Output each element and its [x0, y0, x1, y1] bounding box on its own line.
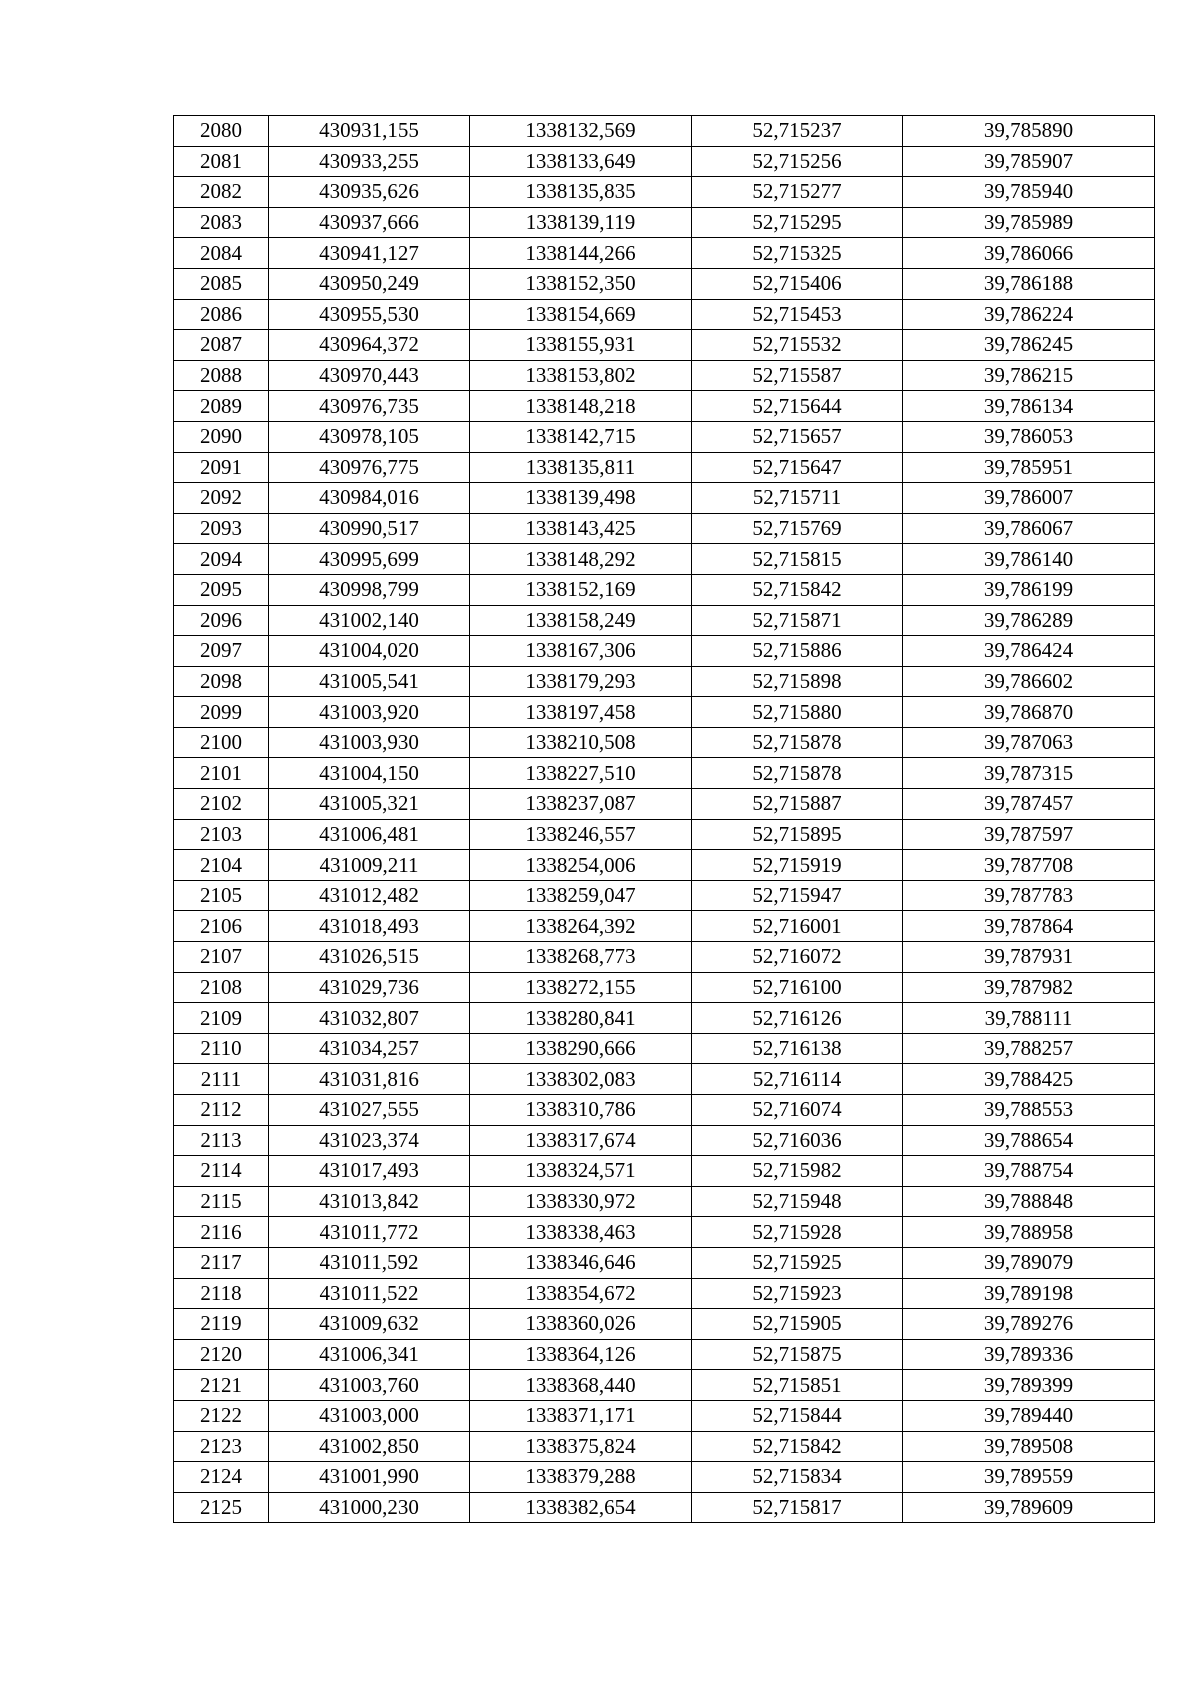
x-coordinate-cell: 431032,807 — [269, 1003, 470, 1034]
x-coordinate-cell: 430978,105 — [269, 421, 470, 452]
point-number-cell: 2081 — [174, 146, 269, 177]
y-coordinate-cell: 1338167,306 — [470, 636, 692, 667]
longitude-cell: 39,788257 — [903, 1033, 1155, 1064]
y-coordinate-cell: 1338143,425 — [470, 513, 692, 544]
latitude-cell: 52,715982 — [692, 1156, 903, 1187]
latitude-cell: 52,716138 — [692, 1033, 903, 1064]
latitude-cell: 52,715277 — [692, 177, 903, 208]
y-coordinate-cell: 1338268,773 — [470, 942, 692, 973]
table-row — [174, 1339, 1155, 1370]
table-row — [174, 942, 1155, 973]
longitude-cell: 39,789336 — [903, 1339, 1155, 1370]
y-coordinate-cell: 1338324,571 — [470, 1156, 692, 1187]
longitude-cell: 39,787783 — [903, 880, 1155, 911]
longitude-cell: 39,786224 — [903, 299, 1155, 330]
x-coordinate-cell: 431012,482 — [269, 880, 470, 911]
x-coordinate-cell: 431003,000 — [269, 1400, 470, 1431]
table-row — [174, 207, 1155, 238]
latitude-cell: 52,715878 — [692, 758, 903, 789]
latitude-cell: 52,716114 — [692, 1064, 903, 1095]
table-row — [174, 789, 1155, 820]
table-row — [174, 911, 1155, 942]
point-number-cell: 2124 — [174, 1462, 269, 1493]
table-row — [174, 483, 1155, 514]
x-coordinate-cell: 430935,626 — [269, 177, 470, 208]
latitude-cell: 52,716126 — [692, 1003, 903, 1034]
point-number-cell: 2093 — [174, 513, 269, 544]
x-coordinate-cell: 431011,592 — [269, 1247, 470, 1278]
x-coordinate-cell: 431002,140 — [269, 605, 470, 636]
x-coordinate-cell: 431006,481 — [269, 819, 470, 850]
y-coordinate-cell: 1338179,293 — [470, 666, 692, 697]
y-coordinate-cell: 1338259,047 — [470, 880, 692, 911]
point-number-cell: 2096 — [174, 605, 269, 636]
latitude-cell: 52,715919 — [692, 850, 903, 881]
y-coordinate-cell: 1338360,026 — [470, 1309, 692, 1340]
x-coordinate-cell: 431026,515 — [269, 942, 470, 973]
y-coordinate-cell: 1338382,654 — [470, 1492, 692, 1523]
point-number-cell: 2119 — [174, 1309, 269, 1340]
longitude-cell: 39,788553 — [903, 1095, 1155, 1126]
longitude-cell: 39,786424 — [903, 636, 1155, 667]
table-row — [174, 1370, 1155, 1401]
table-row — [174, 1309, 1155, 1340]
y-coordinate-cell: 1338139,119 — [470, 207, 692, 238]
x-coordinate-cell: 431000,230 — [269, 1492, 470, 1523]
table-row — [174, 1400, 1155, 1431]
longitude-cell: 39,787597 — [903, 819, 1155, 850]
latitude-cell: 52,715842 — [692, 1431, 903, 1462]
latitude-cell: 52,715925 — [692, 1247, 903, 1278]
longitude-cell: 39,785890 — [903, 116, 1155, 147]
y-coordinate-cell: 1338254,006 — [470, 850, 692, 881]
latitude-cell: 52,715948 — [692, 1186, 903, 1217]
y-coordinate-cell: 1338354,672 — [470, 1278, 692, 1309]
point-number-cell: 2105 — [174, 880, 269, 911]
latitude-cell: 52,715769 — [692, 513, 903, 544]
x-coordinate-cell: 431002,850 — [269, 1431, 470, 1462]
longitude-cell: 39,786870 — [903, 697, 1155, 728]
y-coordinate-cell: 1338153,802 — [470, 360, 692, 391]
longitude-cell: 39,788754 — [903, 1156, 1155, 1187]
longitude-cell: 39,789079 — [903, 1247, 1155, 1278]
latitude-cell: 52,715834 — [692, 1462, 903, 1493]
point-number-cell: 2104 — [174, 850, 269, 881]
x-coordinate-cell: 431005,321 — [269, 789, 470, 820]
point-number-cell: 2088 — [174, 360, 269, 391]
y-coordinate-cell: 1338237,087 — [470, 789, 692, 820]
latitude-cell: 52,715532 — [692, 330, 903, 361]
x-coordinate-cell: 430976,775 — [269, 452, 470, 483]
table-row — [174, 972, 1155, 1003]
table-row — [174, 330, 1155, 361]
table-row — [174, 1095, 1155, 1126]
latitude-cell: 52,715817 — [692, 1492, 903, 1523]
table-row — [174, 605, 1155, 636]
longitude-cell: 39,786602 — [903, 666, 1155, 697]
longitude-cell: 39,787982 — [903, 972, 1155, 1003]
x-coordinate-cell: 430937,666 — [269, 207, 470, 238]
table-row — [174, 574, 1155, 605]
table-row — [174, 758, 1155, 789]
x-coordinate-cell: 431011,772 — [269, 1217, 470, 1248]
y-coordinate-cell: 1338375,824 — [470, 1431, 692, 1462]
point-number-cell: 2087 — [174, 330, 269, 361]
longitude-cell: 39,786215 — [903, 360, 1155, 391]
longitude-cell: 39,789198 — [903, 1278, 1155, 1309]
longitude-cell: 39,786289 — [903, 605, 1155, 636]
latitude-cell: 52,716001 — [692, 911, 903, 942]
latitude-cell: 52,715875 — [692, 1339, 903, 1370]
latitude-cell: 52,715842 — [692, 574, 903, 605]
point-number-cell: 2091 — [174, 452, 269, 483]
longitude-cell: 39,786067 — [903, 513, 1155, 544]
x-coordinate-cell: 430984,016 — [269, 483, 470, 514]
latitude-cell: 52,715844 — [692, 1400, 903, 1431]
x-coordinate-cell: 430995,699 — [269, 544, 470, 575]
longitude-cell: 39,785907 — [903, 146, 1155, 177]
latitude-cell: 52,715895 — [692, 819, 903, 850]
table-row — [174, 360, 1155, 391]
y-coordinate-cell: 1338148,218 — [470, 391, 692, 422]
table-row — [174, 1125, 1155, 1156]
table-row — [174, 268, 1155, 299]
longitude-cell: 39,786199 — [903, 574, 1155, 605]
x-coordinate-cell: 431018,493 — [269, 911, 470, 942]
y-coordinate-cell: 1338310,786 — [470, 1095, 692, 1126]
x-coordinate-cell: 431029,736 — [269, 972, 470, 1003]
longitude-cell: 39,787315 — [903, 758, 1155, 789]
point-number-cell: 2123 — [174, 1431, 269, 1462]
longitude-cell: 39,789508 — [903, 1431, 1155, 1462]
y-coordinate-cell: 1338135,811 — [470, 452, 692, 483]
y-coordinate-cell: 1338379,288 — [470, 1462, 692, 1493]
point-number-cell: 2118 — [174, 1278, 269, 1309]
x-coordinate-cell: 430976,735 — [269, 391, 470, 422]
table-row — [174, 1156, 1155, 1187]
table-row — [174, 819, 1155, 850]
x-coordinate-cell: 431003,920 — [269, 697, 470, 728]
longitude-cell: 39,786245 — [903, 330, 1155, 361]
table-row — [174, 544, 1155, 575]
y-coordinate-cell: 1338154,669 — [470, 299, 692, 330]
y-coordinate-cell: 1338152,169 — [470, 574, 692, 605]
y-coordinate-cell: 1338346,646 — [470, 1247, 692, 1278]
longitude-cell: 39,788654 — [903, 1125, 1155, 1156]
x-coordinate-cell: 431031,816 — [269, 1064, 470, 1095]
table-row — [174, 1003, 1155, 1034]
latitude-cell: 52,716072 — [692, 942, 903, 973]
table-row — [174, 421, 1155, 452]
latitude-cell: 52,716036 — [692, 1125, 903, 1156]
latitude-cell: 52,715928 — [692, 1217, 903, 1248]
longitude-cell: 39,787457 — [903, 789, 1155, 820]
point-number-cell: 2080 — [174, 116, 269, 147]
latitude-cell: 52,715644 — [692, 391, 903, 422]
longitude-cell: 39,786066 — [903, 238, 1155, 269]
longitude-cell: 39,788111 — [903, 1003, 1155, 1034]
y-coordinate-cell: 1338133,649 — [470, 146, 692, 177]
x-coordinate-cell: 430931,155 — [269, 116, 470, 147]
y-coordinate-cell: 1338330,972 — [470, 1186, 692, 1217]
latitude-cell: 52,715325 — [692, 238, 903, 269]
latitude-cell: 52,715587 — [692, 360, 903, 391]
x-coordinate-cell: 431003,930 — [269, 727, 470, 758]
table-row — [174, 1186, 1155, 1217]
latitude-cell: 52,715453 — [692, 299, 903, 330]
y-coordinate-cell: 1338272,155 — [470, 972, 692, 1003]
point-number-cell: 2101 — [174, 758, 269, 789]
point-number-cell: 2090 — [174, 421, 269, 452]
latitude-cell: 52,716100 — [692, 972, 903, 1003]
table-row — [174, 177, 1155, 208]
y-coordinate-cell: 1338227,510 — [470, 758, 692, 789]
x-coordinate-cell: 431005,541 — [269, 666, 470, 697]
y-coordinate-cell: 1338364,126 — [470, 1339, 692, 1370]
point-number-cell: 2102 — [174, 789, 269, 820]
x-coordinate-cell: 431009,211 — [269, 850, 470, 881]
point-number-cell: 2082 — [174, 177, 269, 208]
latitude-cell: 52,716074 — [692, 1095, 903, 1126]
point-number-cell: 2120 — [174, 1339, 269, 1370]
latitude-cell: 52,715711 — [692, 483, 903, 514]
x-coordinate-cell: 430998,799 — [269, 574, 470, 605]
y-coordinate-cell: 1338132,569 — [470, 116, 692, 147]
x-coordinate-cell: 431006,341 — [269, 1339, 470, 1370]
longitude-cell: 39,789440 — [903, 1400, 1155, 1431]
longitude-cell: 39,788425 — [903, 1064, 1155, 1095]
point-number-cell: 2107 — [174, 942, 269, 973]
point-number-cell: 2099 — [174, 697, 269, 728]
point-number-cell: 2110 — [174, 1033, 269, 1064]
longitude-cell: 39,786134 — [903, 391, 1155, 422]
latitude-cell: 52,715657 — [692, 421, 903, 452]
y-coordinate-cell: 1338158,249 — [470, 605, 692, 636]
table-row — [174, 1064, 1155, 1095]
point-number-cell: 2108 — [174, 972, 269, 1003]
point-number-cell: 2095 — [174, 574, 269, 605]
x-coordinate-cell: 431013,842 — [269, 1186, 470, 1217]
table-row — [174, 697, 1155, 728]
latitude-cell: 52,715237 — [692, 116, 903, 147]
longitude-cell: 39,787063 — [903, 727, 1155, 758]
latitude-cell: 52,715905 — [692, 1309, 903, 1340]
y-coordinate-cell: 1338371,171 — [470, 1400, 692, 1431]
x-coordinate-cell: 430933,255 — [269, 146, 470, 177]
x-coordinate-cell: 431004,150 — [269, 758, 470, 789]
latitude-cell: 52,715871 — [692, 605, 903, 636]
y-coordinate-cell: 1338210,508 — [470, 727, 692, 758]
longitude-cell: 39,787708 — [903, 850, 1155, 881]
table-row — [174, 391, 1155, 422]
y-coordinate-cell: 1338152,350 — [470, 268, 692, 299]
longitude-cell: 39,789609 — [903, 1492, 1155, 1523]
table-row — [174, 116, 1155, 147]
x-coordinate-cell: 431009,632 — [269, 1309, 470, 1340]
table-row — [174, 452, 1155, 483]
x-coordinate-cell: 430990,517 — [269, 513, 470, 544]
point-number-cell: 2125 — [174, 1492, 269, 1523]
point-number-cell: 2083 — [174, 207, 269, 238]
table-row — [174, 299, 1155, 330]
longitude-cell: 39,788958 — [903, 1217, 1155, 1248]
point-number-cell: 2092 — [174, 483, 269, 514]
y-coordinate-cell: 1338317,674 — [470, 1125, 692, 1156]
x-coordinate-cell: 431023,374 — [269, 1125, 470, 1156]
point-number-cell: 2094 — [174, 544, 269, 575]
point-number-cell: 2085 — [174, 268, 269, 299]
table-row — [174, 238, 1155, 269]
point-number-cell: 2121 — [174, 1370, 269, 1401]
longitude-cell: 39,789276 — [903, 1309, 1155, 1340]
latitude-cell: 52,715295 — [692, 207, 903, 238]
point-number-cell: 2109 — [174, 1003, 269, 1034]
latitude-cell: 52,715923 — [692, 1278, 903, 1309]
table-row — [174, 513, 1155, 544]
x-coordinate-cell: 431011,522 — [269, 1278, 470, 1309]
table-row — [174, 666, 1155, 697]
x-coordinate-cell: 431004,020 — [269, 636, 470, 667]
latitude-cell: 52,715887 — [692, 789, 903, 820]
longitude-cell: 39,786053 — [903, 421, 1155, 452]
longitude-cell: 39,789559 — [903, 1462, 1155, 1493]
point-number-cell: 2084 — [174, 238, 269, 269]
table-row — [174, 1247, 1155, 1278]
point-number-cell: 2103 — [174, 819, 269, 850]
longitude-cell: 39,786188 — [903, 268, 1155, 299]
x-coordinate-cell: 430941,127 — [269, 238, 470, 269]
y-coordinate-cell: 1338264,392 — [470, 911, 692, 942]
table-row — [174, 1033, 1155, 1064]
longitude-cell: 39,787931 — [903, 942, 1155, 973]
table-row — [174, 880, 1155, 911]
latitude-cell: 52,715898 — [692, 666, 903, 697]
x-coordinate-cell: 431034,257 — [269, 1033, 470, 1064]
coordinates-table-body — [174, 116, 1155, 1523]
x-coordinate-cell: 430955,530 — [269, 299, 470, 330]
y-coordinate-cell: 1338368,440 — [470, 1370, 692, 1401]
point-number-cell: 2113 — [174, 1125, 269, 1156]
longitude-cell: 39,787864 — [903, 911, 1155, 942]
longitude-cell: 39,786007 — [903, 483, 1155, 514]
x-coordinate-cell: 431001,990 — [269, 1462, 470, 1493]
longitude-cell: 39,789399 — [903, 1370, 1155, 1401]
point-number-cell: 2100 — [174, 727, 269, 758]
latitude-cell: 52,715886 — [692, 636, 903, 667]
table-row — [174, 636, 1155, 667]
latitude-cell: 52,715947 — [692, 880, 903, 911]
point-number-cell: 2089 — [174, 391, 269, 422]
coordinates-table — [173, 115, 1155, 1523]
x-coordinate-cell: 430950,249 — [269, 268, 470, 299]
point-number-cell: 2114 — [174, 1156, 269, 1187]
y-coordinate-cell: 1338155,931 — [470, 330, 692, 361]
longitude-cell: 39,788848 — [903, 1186, 1155, 1217]
y-coordinate-cell: 1338135,835 — [470, 177, 692, 208]
longitude-cell: 39,785989 — [903, 207, 1155, 238]
point-number-cell: 2086 — [174, 299, 269, 330]
x-coordinate-cell: 430964,372 — [269, 330, 470, 361]
table-row — [174, 850, 1155, 881]
x-coordinate-cell: 430970,443 — [269, 360, 470, 391]
y-coordinate-cell: 1338142,715 — [470, 421, 692, 452]
y-coordinate-cell: 1338197,458 — [470, 697, 692, 728]
table-row — [174, 1217, 1155, 1248]
y-coordinate-cell: 1338139,498 — [470, 483, 692, 514]
x-coordinate-cell: 431003,760 — [269, 1370, 470, 1401]
table-row — [174, 727, 1155, 758]
latitude-cell: 52,715406 — [692, 268, 903, 299]
point-number-cell: 2098 — [174, 666, 269, 697]
point-number-cell: 2111 — [174, 1064, 269, 1095]
longitude-cell: 39,786140 — [903, 544, 1155, 575]
longitude-cell: 39,785940 — [903, 177, 1155, 208]
y-coordinate-cell: 1338144,266 — [470, 238, 692, 269]
x-coordinate-cell: 431027,555 — [269, 1095, 470, 1126]
table-row — [174, 1278, 1155, 1309]
x-coordinate-cell: 431017,493 — [269, 1156, 470, 1187]
latitude-cell: 52,715851 — [692, 1370, 903, 1401]
point-number-cell: 2106 — [174, 911, 269, 942]
y-coordinate-cell: 1338338,463 — [470, 1217, 692, 1248]
longitude-cell: 39,785951 — [903, 452, 1155, 483]
point-number-cell: 2112 — [174, 1095, 269, 1126]
point-number-cell: 2115 — [174, 1186, 269, 1217]
point-number-cell: 2117 — [174, 1247, 269, 1278]
y-coordinate-cell: 1338290,666 — [470, 1033, 692, 1064]
latitude-cell: 52,715256 — [692, 146, 903, 177]
y-coordinate-cell: 1338280,841 — [470, 1003, 692, 1034]
y-coordinate-cell: 1338302,083 — [470, 1064, 692, 1095]
table-row — [174, 1492, 1155, 1523]
latitude-cell: 52,715880 — [692, 697, 903, 728]
table-row — [174, 1431, 1155, 1462]
y-coordinate-cell: 1338148,292 — [470, 544, 692, 575]
y-coordinate-cell: 1338246,557 — [470, 819, 692, 850]
latitude-cell: 52,715815 — [692, 544, 903, 575]
point-number-cell: 2116 — [174, 1217, 269, 1248]
table-row — [174, 146, 1155, 177]
point-number-cell: 2122 — [174, 1400, 269, 1431]
table-row — [174, 1462, 1155, 1493]
point-number-cell: 2097 — [174, 636, 269, 667]
latitude-cell: 52,715647 — [692, 452, 903, 483]
latitude-cell: 52,715878 — [692, 727, 903, 758]
